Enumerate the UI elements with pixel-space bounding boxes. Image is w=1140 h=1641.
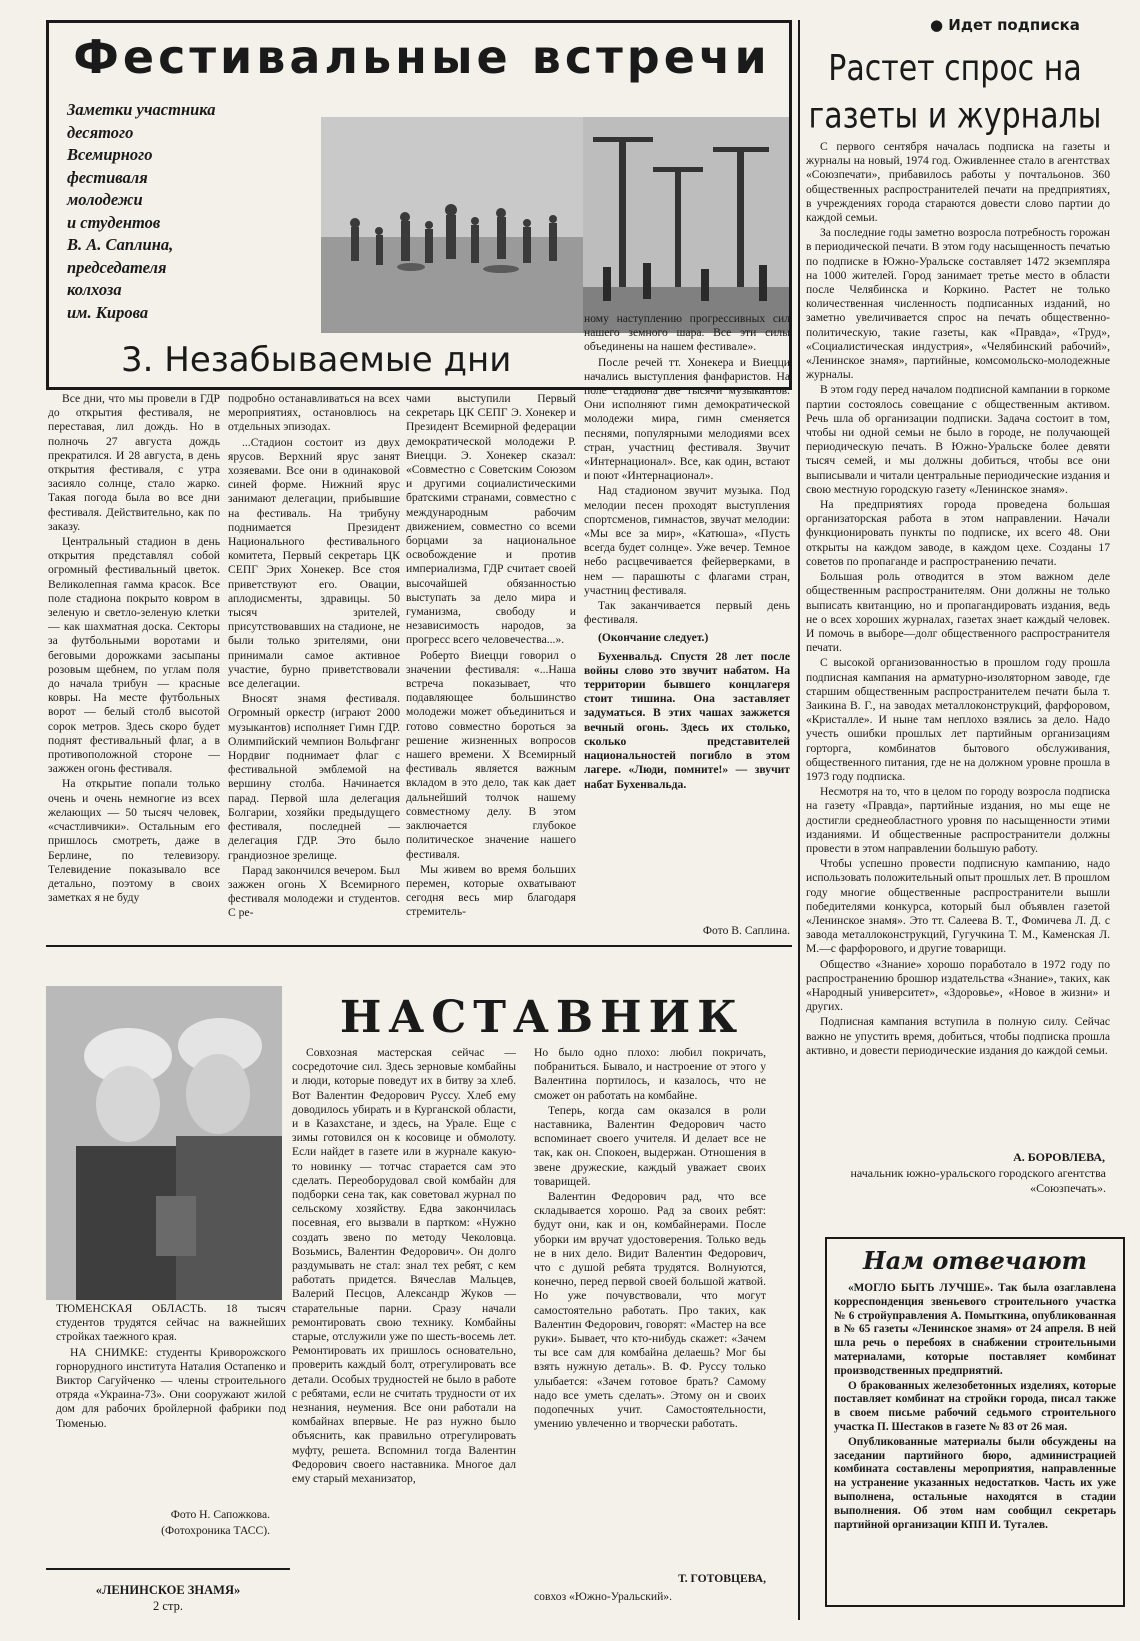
section-divider	[46, 945, 792, 947]
paragraph: В этом году перед началом подписной кампании в горкоме партии состоялось совещание с общественным активом. Речь шла об организации подписки. Задача состоит в том, чтобы ни одной семьи не было в городе, не получающей периодическую печать. В Южно-Уральске более девяти тысяч семей, и мы должны добиться, чтобы все они выписывали и читали центральные периодические издания и свою местную городскую газету «Ленинское знамя».	[806, 383, 1110, 496]
paragraph: За последние годы заметно возросла потребность горожан в периодической печати. В этом году насыщенность печатью по подписке в Южно-Уральске составляет 1472 экземпляра на 1000 жителей. Город занимает третье место в области после Челябинска и Коркино. Растет не только количественная численность подписанных изданий, но заметно увеличивается спрос на печать общественно-политическую, такие газеты, как «Правда», «Труд», «Социалистическая индустрия», «Челябинский рабочий», «Ленинское знамя», партийные, комсомольско-молодежные журналы.	[806, 226, 1110, 382]
subscription-kicker: ● Идет подписка	[930, 16, 1080, 34]
students-photo	[46, 986, 282, 1300]
paragraph: Валентин Федорович рад, что все складывается хорошо. Рад за своих ребят: будут они, как и он, комбайнерами. После уборки им вручат удостоверения. Только ведь не в них дело. Видит Валентин Федорович, что с душой ребята трудятся. Волнуются, конечно, перед первой своей большой жатвой. Но уже почувствовали, что могут самостоятельно работать. Про таких, как Валентин Федорович, говорят: «Мастер на все руки». Бывает, что кто-нибудь скажет: «Зачем ты все сам для комбайна делаешь? Мог бы взять нужную деталь». В. Ф. Руссу только улыбается: «Зачем готовое брать? Самому надо все уметь сделать». Этому он и своих подопечных учит. Самостоятельности, умению увлеченно и творчески работать.	[534, 1190, 766, 1431]
paragraph: Все дни, что мы провели в ГДР до открытия фестиваля, не переставая, лил дождь. Но в полночь 27 августа дождь прекратился. И 28 августа, в день открытия фестиваля, с утра засияло солнце, стало жарко. Такая погода была во все дни фестиваля. Действительно, как по заказу.	[48, 392, 220, 533]
mentor-column-b	[534, 1046, 766, 1564]
page-number: 2 стр.	[153, 1599, 183, 1613]
paragraph: Теперь, когда сам оказался в роли наставника, Валентин Федорович часто вспоминает своего учителя. И делает все не так, как он. Спокоен, выдержан. Отношения в звене дружеские, каждый уважает своих товарищей.	[534, 1103, 766, 1188]
festival-column-1	[48, 392, 220, 932]
paragraph: Чтобы успешно провести подписную кампанию, надо использовать положительный опыт прошлых лет. В прошлом году многие общественные распространители вышли победителями конкурса, который был объявлен газетой «Ленинское знамя». Это тт. Салеева В. Т., Фомичева Л. Д. с завода металлоконструкций, Гугучкина Т. М., Каменская Л. М.—с фарфорового, и другие товарищи.	[806, 857, 1110, 956]
caption-line: НА СНИМКЕ: студенты Криворожского горнорудного института Наталия Остапенко и Виктор Сагуйченко — члены строительного отряда «Украина-73». Они сооружают жилой дом для рабочих бройлерной фабрики под Тюменью.	[56, 1345, 286, 1430]
paragraph: Центральный стадион в день открытия представлял собой огромный фестивальный цветок. Великолепная гамма красок. Все поле стадиона покрыто ковром в зеленую и светло-зеленую клетки — как шахматная доска. Секторы за футбольными воротами и беговыми дорожками засыпаны розовым щебнем, по углам поля до начала трибун — красные ковры. На месте футбольных ворот — белый столб высотой сорок метров. Здесь скоро будет поднят фестивальный флаг, а в противоположной стороне — зажжен огонь фестиваля.	[48, 535, 220, 776]
fountain-towers-image	[583, 117, 789, 333]
paragraph: Так заканчивается первый день фестиваля.	[584, 599, 790, 627]
stadium-crowd-image	[321, 117, 583, 333]
answers-body	[834, 1282, 1116, 1600]
mentor-photo-credit: Фото Н. Сапожкова.	[170, 1508, 270, 1521]
paragraph: «МОГЛО БЫТЬ ЛУЧШЕ». Так была озаглавлена корреспонденция звеньевого строительного участка № 6 стройуправления А. Помыткина, опубликованная в № 65 газеты «Ленинское знамя» от 24 апреля. В ней шла речь о перебоях в снабжении строительными материалами, которые поставляет комбинат производственных предприятий.	[834, 1282, 1116, 1377]
students-helmets-image	[46, 986, 282, 1300]
festival-photo	[321, 117, 583, 333]
paragraph: Несмотря на то, что в целом по городу возросла подписка на газету «Правда», партийные издания, но мы еще не достигли среднеобластного уровня по насыщенности этими изданиями. И общественные распространители должны провести в этом направлении большую работу.	[806, 785, 1110, 855]
festival-title: Фестивальные встречи	[73, 30, 771, 84]
paragraph: ному наступлению прогрессивных сил нашего земного шара. Все эти силы объединены на нашем фестивале».	[584, 312, 790, 354]
paragraph: Общество «Знание» хорошо поработало в 1972 году по распространению брошюр издательства «Знание», таких, как «Народный университет», «Здоровье», «Новое в жизни» и других.	[806, 957, 1110, 1014]
paragraph: Большая роль отводится в этом важном деле общественным распространителям. Они должны не только выписать квитанцию, но и пропагандировать издания, ведь не о всех хороших журналах, газетах знает каждый человек. И помочь в выборе—долг общественного распространителя печати.	[806, 570, 1110, 655]
paragraph: Парад закончился вечером. Был зажжен огонь X Всемирного фестиваля молодежи и студентов. С ре-	[228, 863, 400, 920]
paragraph: Роберто Виецци говорил о значении фестиваля: «...Наша встреча показывает, что подавляющее большинство молодежи может объединиться и готово совместно бороться за решение жизненных вопросов нашего времени. X Всемирный фестиваль является важным вкладом в это дело, так как дает дальнейший толчок нашему совместному делу. В этом заключается глубокое политическое значение нашего фестиваля.	[406, 648, 576, 861]
footer-rule	[46, 1568, 290, 1570]
subscription-author-title: начальник южно-уральского городского агентства «Союзпечать».	[850, 1166, 1106, 1195]
festival-photo-credit: Фото В. Саплина.	[702, 924, 790, 937]
paragraph: ...Стадион состоит из двух ярусов. Верхний ярус занят хозяевами. Все они в одинаковой синей форме. Нижний ярус занимают делегации, прибывшие на фестиваль. На трибуну поднимается Президент Национального фестивального комитета, Первый секретарь ЦК СЕПГ Эрих Хонекер. Все стоя приветствуют его. Овации, аплодисменты, здравицы. 50 тысяч зрителей, присутствовавших на стадионе, не были только зрителями, они принимали самое активное участие, бурно приветствовали все делегации.	[228, 435, 400, 691]
mentor-photo-caption	[56, 1302, 286, 1502]
to-be-continued: (Окончание следует.)	[598, 631, 709, 645]
paragraph: Но было одно плохо: любил покричать, побраниться. Бывало, и настроение от этого у Валентина портилось, и казалось, что не сможет он работать на комбайне.	[534, 1046, 766, 1102]
paragraph: Совхозная мастерская сейчас — сосредоточие сил. Здесь зерновые комбайны и люди, которые поведут их в битву за хлеб. Вот Валентин Федорович Руссу. Хлеб ему доводилось убирать и в Курганской области, и в Казахстане, и здесь, на Урале. Еще с зимы готовился он к косовице и обмолоту. Если найдет в газете или в журнале какую-то новинку — тотчас старается сам это сделать. Переоборудовал свой комбайн для подборки сена так, как советовал журнал по сельскому хозяйству. Едва закончилась посевная, его вызвали в партком: «Нужно создать звено по методу Чеколовца. Возьмись, Валентин Федорович». Он долго раздумывать не стал: знал тех ребят, с кем работать придется. Вячеслав Мальцев, Валерий Песцов, Александр Жуков — старательные парни. Сразу начали ремонтировать свою технику. Комбайны старые, отслужили уже по шесть-восемь лет. Ремонтировать их пришлось основательно, проверить каждый болт, отрегулировать все детали. Особых трудностей не было в работе с ребятами, если не считать трудности от их незнания, неумения. Все они работали на комбайнах впервые. Не раз нужно было объяснить, как правильно отрегулировать муфту, решета. Вспомнил тогда Валентин Федорович своего наставника. Многое дал ему старый механизатор,	[292, 1046, 516, 1486]
paragraph: Опубликованные материалы были обсуждены на заседании партийного бюро, администрацией комбината составлены мероприятия, направленные на устранение указанных недостатков. Часть их уже выполнена, остальные находятся в стадии выполнения. Об этом нам сообщил секретарь партийной организации КПП И. Туталев.	[834, 1435, 1116, 1531]
paragraph: Вносят знамя фестиваля. Огромный оркестр (играют 2000 музыкантов) исполняет Гимн ГДР. Олимпийский чемпион Вольфганг Нордвиг поднимает флаг с фестивальной эмблемой на вершину столба. Начинается парад. Первой шла делегация Болгарии, хозяйки предыдущего фестиваля, последней — делегация ГДР. Это было грандиозное зрелище.	[228, 692, 400, 862]
paragraph: После речей тт. Хонекера и Виецци начались выступления фанфаристов. На поле стадиона две тысячи музыкантов. Они исполняют гимн демократической молодежи мира, гимн сменяется песнями, популярными мелодиями всех стран, участниц фестиваля. Звучит «Интернационал». Все, как один, встают и поют «Интернационал».	[584, 355, 790, 483]
festival-heading: 3. Незабываемые дни	[121, 340, 512, 380]
caption-line: ТЮМЕНСКАЯ ОБЛАСТЬ. 18 тысяч студентов трудятся сейчас на важнейших стройках таежного края.	[56, 1302, 286, 1344]
paragraph: подробно останавливаться на всех мероприятиях, остановлюсь на отдельных эпизодах.	[228, 392, 400, 434]
footer-paper-name	[46, 1582, 290, 1614]
paragraph: С высокой организованностью в прошлом году прошла подписная кампания на арматурно-изоляторном заводе, где старшим общественным распространителем печати была т. Заикина В. Г., на заводах металлоконструкций, фарфоровом, «Кристалле». И ныне там неплохо взялись за дело. Надо учесть ошибки прошлых лет партийным организациям горторга, комбинатов бытового обслуживания, общественного питания, где не на должном уровне прошла в 1973 году подписка.	[806, 656, 1110, 783]
paragraph: С первого сентября началась подписка на газеты и журналы на новый, 1974 год. Оживленнее стало в агентствах «Союзпечати», прибавилось работы у почтальонов. 360 общественных распространителей печати на предприятиях, в учреждениях города стараются довести слово партии до каждой семьи.	[806, 140, 1110, 225]
mentor-photo-agency: (Фотохроника ТАСС).	[161, 1524, 270, 1537]
paragraph: Над стадионом звучит музыка. Под мелодии песен проходят выступления спортсменов, гимнастов, звучат мелодии: «Мы все за мир», «Катюша», «Пусть всегда будет солнце». Уже вечер. Темное небо расцвечивается фейерверками, в нем — парашюты с флагами стран, участниц фестиваля.	[584, 484, 790, 597]
subscription-body	[806, 140, 1110, 1145]
paragraph: О бракованных железобетонных изделиях, которые поставляет комбинат на стройки города, писал также в своем письме рабочий седьмого строительного участка П. Шестаков в газете № 83 от 26 мая.	[834, 1379, 1116, 1433]
festival-column-3	[406, 392, 576, 932]
buchenwald-caption: Бухенвальд. Спустя 28 лет после войны слово это звучит набатом. На территории бывшего концлагеря стоит тишина. Она заставляет задуматься. В этих чашах зажжется вечный огонь. Здесь их столько, сколько представителей национальностей погибло в этом лагере. «Люди, помните!» — звучит набат Бухенвальда.	[584, 649, 790, 791]
paragraph: На открытие попали только очень и очень немногие из всех желающих — 50 тысяч человек, «счастливчики». Остальным его пришлось смотреть, даже в Берлине, по телевизору. Телевидение показывало все детально, поэтому в своих заметках я не буду	[48, 777, 220, 905]
paper-name: «ЛЕНИНСКОЕ ЗНАМЯ»	[95, 1583, 241, 1597]
subscription-title: Растет спрос на газеты и журналы	[808, 48, 1102, 137]
paragraph: Мы живем во время больших перемен, которые охватывают сегодня весь мир благодаря стремитель-	[406, 862, 576, 919]
paragraph: Подписная кампания вступила в полную силу. Сейчас важно не упустить время, добиться, чтобы подписка прошла активно, и довести периодические издания до каждой семьи.	[806, 1015, 1110, 1057]
festival-photo-fountains	[583, 117, 789, 333]
festival-column-2	[228, 392, 400, 932]
festival-column-4	[584, 312, 790, 924]
subscription-author: А. БОРОВЛЕВА,	[1013, 1150, 1105, 1164]
mentor-author: Т. ГОТОВЦЕВА,	[678, 1572, 766, 1585]
mentor-column-a	[292, 1046, 516, 1606]
column-divider	[798, 20, 800, 1620]
paragraph: чами выступили Первый секретарь ЦК СЕПГ Э. Хонекер и Президент Всемирной федерации демократической молодежи Р. Виецци. Э. Хонекер сказал: «Совместно с Советским Союзом и другими социалистическими братскими странами, совместно с международным рабочим движением, совместно со всеми борцами за национальное освобождение и против империализма, ГДР считает своей высочайшей обязанностью выступать за дело мира и гуманизма, свободу и независимость народов, за прогресс всего человечества...».	[406, 392, 576, 647]
mentor-author-org: совхоз «Южно-Уральский».	[534, 1590, 672, 1603]
mentor-title: НАСТАВНИК	[339, 992, 745, 1043]
answers-title: Нам отвечают	[863, 1246, 1087, 1275]
paragraph: На предприятиях города проведена большая организаторская работа в этом направлении. Начали функционировать пункты по подписке, их всего 48. Они открыты на каждом заводе, в каждом цехе. Созданы 17 советов по пропаганде и распространению печати.	[806, 498, 1110, 568]
festival-subtitle: Заметки участника десятого Всемирного фестиваля молодежи и студентов В. А. Саплина, председателя колхоза им. Кирова	[67, 100, 216, 322]
